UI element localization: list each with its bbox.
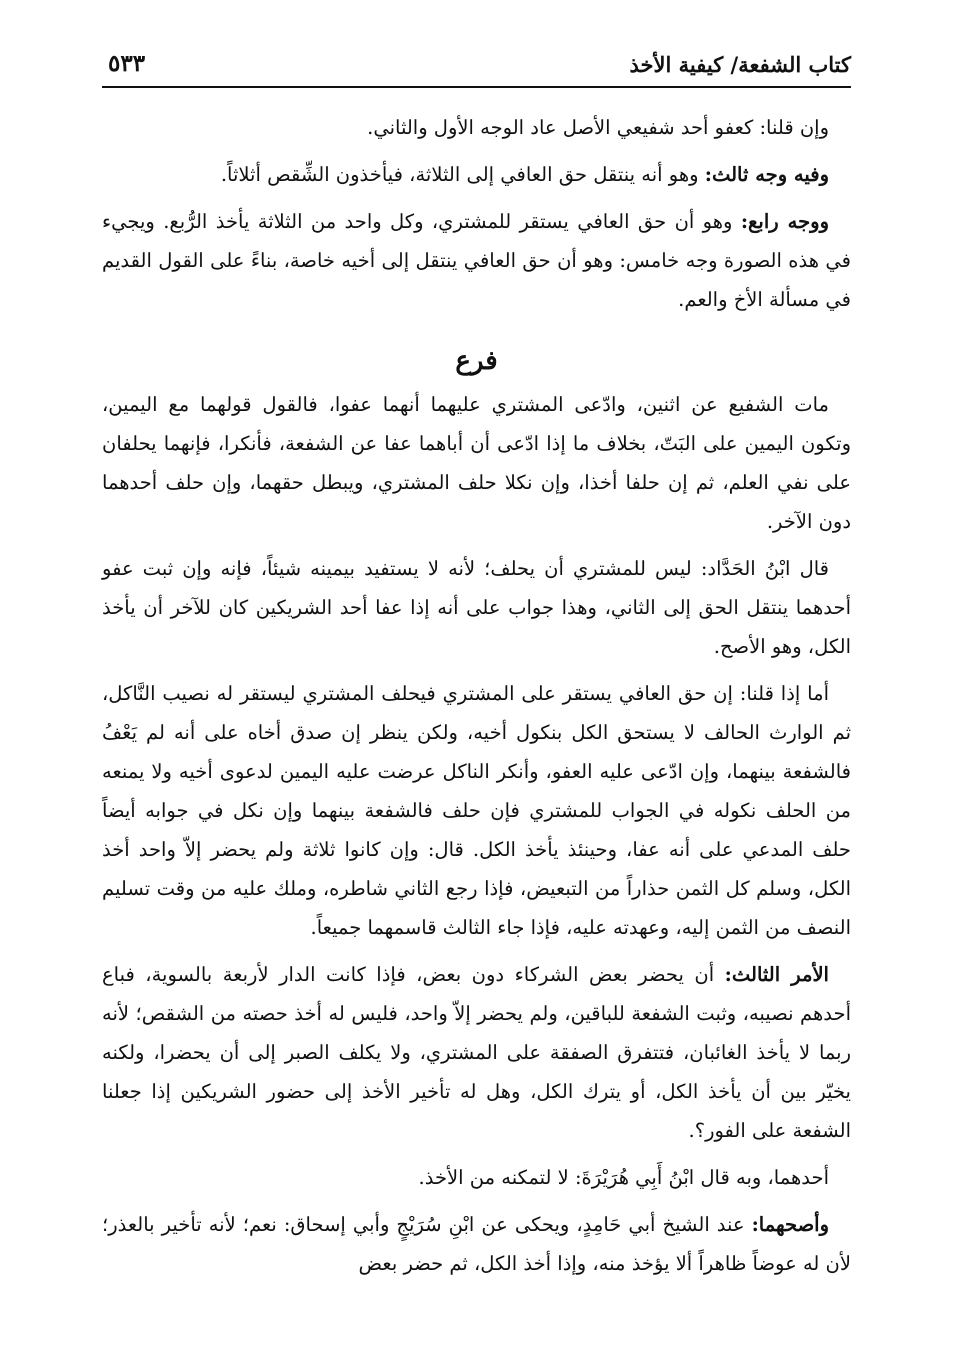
- paragraph: [102, 674, 851, 947]
- paragraph-text: مات الشفيع عن اثنين، وادّعى المشتري عليهما أنهما عفوا، فالقول قولهما مع اليمين، وتكون اليمين على البَتّ، بخلاف ما إذا ادّعى أن أباهما عفا عن الشفعة، فأنكرا، فإنهما يحلفان على نفي العلم، ثم إن حلفا أخذا، وإن نكلا حلف المشتري، ويبطل حقهما، وإن حلف أحدهما دون الآخر.: [102, 393, 851, 533]
- page-number: ٥٣٣: [108, 50, 146, 77]
- page-body: [102, 108, 851, 1291]
- header-title: كتاب الشفعة/ كيفية الأخذ: [629, 52, 851, 77]
- paragraph-text: أما إذا قلنا: إن حق العافي يستقر على المشتري فيحلف المشتري ليستقر له نصيب النَّاكل، ثم الوارث الحالف لا يستحق الكل بنكول أخيه، ولكن ينظر إن صدق أخاه على أنه لم يَعْفُ فالشفعة بينهما، وإن ادّعى عليه العفو، وأنكر الناكل عرضت عليه اليمين لدعوى أخيه ولا يمنعه من الحلف نكوله في الجواب للمشتري فإن حلف فالشفعة بينهما وإن نكل في جوابه أيضاً حلف المدعي على أنه عفا، وحينئذ يأخذ الكل. قال: وإن كانوا ثلاثة ولم يحضر إلاّ واحد أخذ الكل، وسلم كل الثمن حذاراً من التبعيض، فإذا رجع الثاني شاطره، وملك عليه من وقت تسليم النصف من الثمن إليه، وعهدته عليه، فإذا جاء الثالث قاسمهما جميعاً.: [102, 682, 851, 939]
- paragraph-lead: وأصحهما:: [751, 1213, 829, 1236]
- paragraph-text: وإن قلنا: كعفو أحد شفيعي الأصل عاد الوجه الأول والثاني.: [367, 116, 829, 139]
- paragraph: [102, 1158, 851, 1197]
- paragraph-lead: الأمر الثالث:: [724, 963, 829, 986]
- section-title: فرع: [455, 346, 498, 376]
- paragraph: [102, 155, 851, 194]
- paragraph: [102, 385, 851, 541]
- paragraph-text: عند الشيخ أبي حَامِدٍ، ويحكى عن ابْنِ سُرَيْجٍ وأبي إسحاق: نعم؛ لأنه تأخير بالعذر؛ لأن له عوضاً ظاهراً ألا يؤخذ منه، وإذا أخذ الكل، ثم حضر بعض: [102, 1213, 851, 1275]
- paragraph: [102, 955, 851, 1150]
- paragraph-text: وهو أنه ينتقل حق العافي إلى الثلاثة، فيأخذون الشِّقص أثلاثاً.: [220, 163, 705, 186]
- paragraph-lead: وفيه وجه ثالث:: [704, 163, 829, 186]
- paragraph-text: أن يحضر بعض الشركاء دون بعض، فإذا كانت الدار لأربعة بالسوية، فباع أحدهم نصيبه، وثبت الشفعة للباقين، ولم يحضر إلاّ واحد، فليس له أخذ حصته من الشقص؛ لأنه ربما لا يأخذ الغائبان، فتتفرق الصفقة على المشتري، ولا يكلف الصبر إلى أن يحضرا، ولكنه يخيّر بين أن يأخذ الكل، أو يترك الكل، وهل له تأخير الأخذ إلى حضور الشريكين إذا جعلنا الشفعة على الفور؟.: [102, 963, 851, 1142]
- paragraph-text: أحدهما، وبه قال ابْنُ أَبِي هُرَيْرَةَ: لا لتمكنه من الأخذ.: [418, 1166, 829, 1189]
- paragraph-text: قال ابْنُ الحَدَّاد: ليس للمشتري أن يحلف؛ لأنه لا يستفيد بيمينه شيئاً، فإنه وإن ثبت عفو أحدهما ينتقل الحق إلى الثاني، وهذا جواب على أنه إذا عفا أحد الشريكين كان للآخر أن يأخذ الكل، وهو الأصح.: [102, 557, 851, 658]
- running-header: [102, 50, 851, 88]
- paragraph: [102, 549, 851, 666]
- paragraph: [102, 202, 851, 319]
- paragraph-lead: ووجه رابع:: [740, 210, 829, 233]
- paragraph-text: وهو أن حق العافي يستقر للمشتري، وكل واحد من الثلاثة يأخذ الرُّبع. ويجيء في هذه الصورة وجه خامس: وهو أن حق العافي ينتقل إلى أخيه خاصة، بناءً على القول القديم في مسألة الأخ والعم.: [102, 210, 851, 311]
- paragraph: [102, 1205, 851, 1283]
- paragraph: [102, 108, 851, 147]
